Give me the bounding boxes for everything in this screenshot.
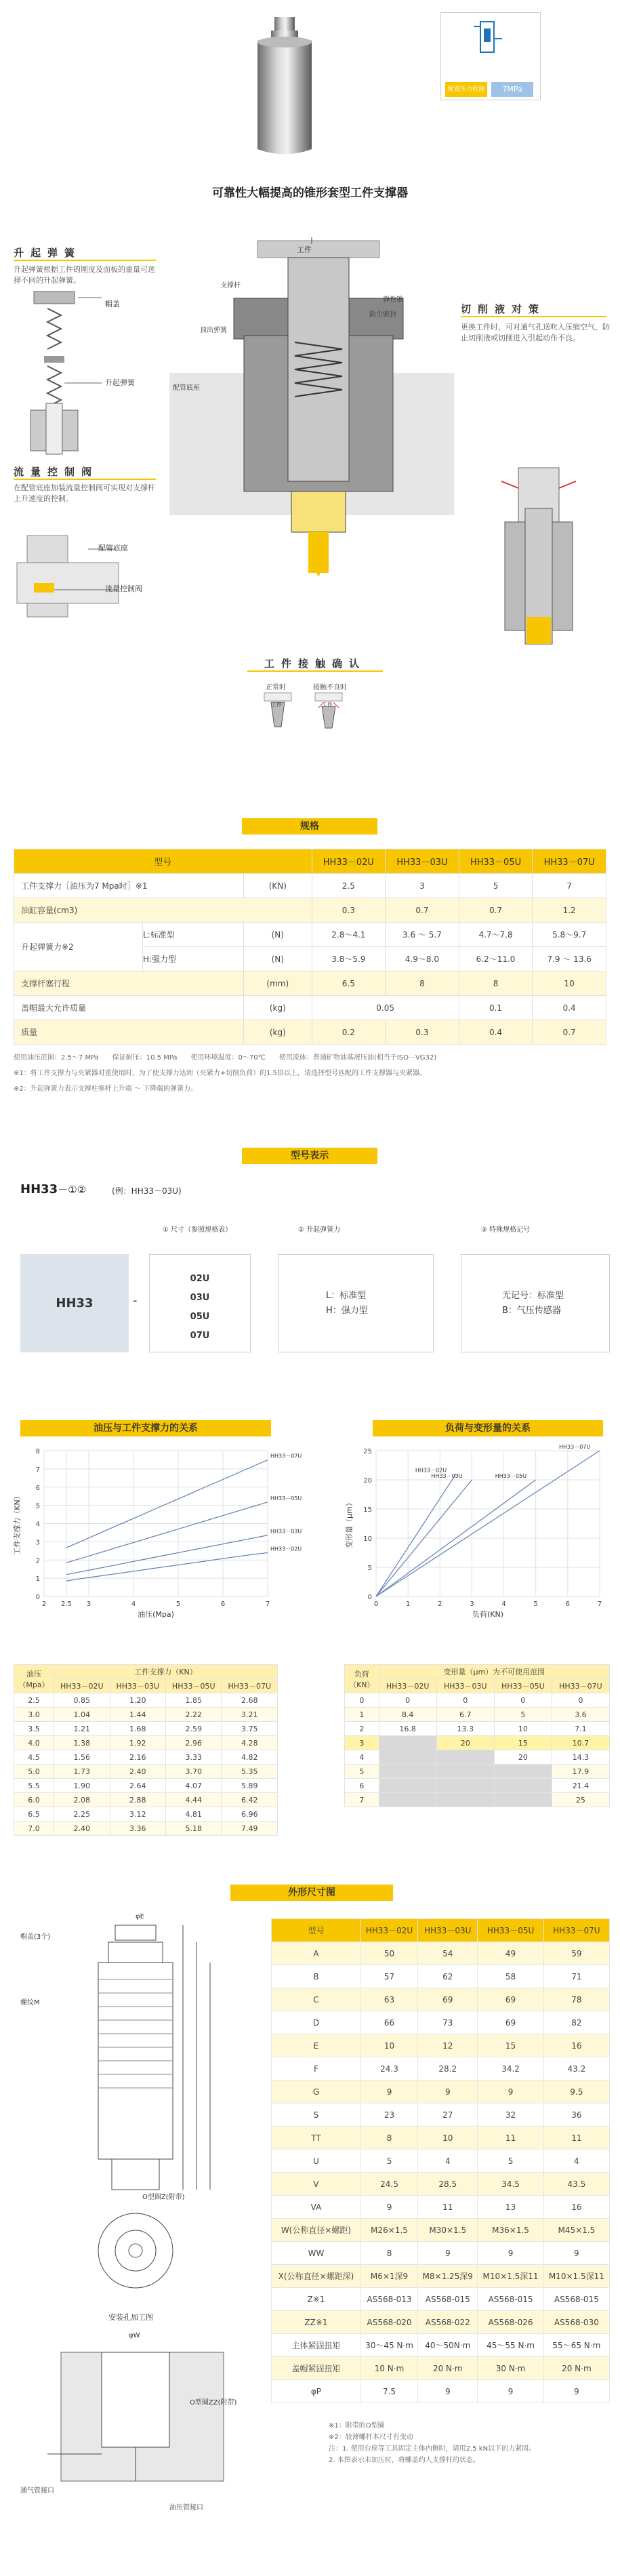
table-row: 6.0 2.08 2.88 4.44 6.42 — [14, 1793, 278, 1807]
model-h3: ③ 特殊规格记号 — [481, 1226, 531, 1234]
coolant-diagram — [498, 468, 579, 658]
x-tick-label: 2 — [41, 1601, 47, 1608]
x-tick-label: 5 — [175, 1601, 181, 1608]
dim-label-phiW: φW — [129, 2332, 140, 2339]
x-axis-label: 负荷(KN) — [472, 1610, 504, 1619]
badge-mpa: 7MPa — [491, 82, 533, 97]
series-label: HH33－02U — [270, 1546, 302, 1552]
sensor-icon — [468, 18, 509, 59]
x-tick-label: 2 — [438, 1601, 442, 1608]
label-eject-spring: 顶出弹簧 — [200, 327, 227, 334]
table-row: 6.5 2.25 3.12 4.81 6.96 — [14, 1807, 278, 1822]
contact-normal-icon — [261, 693, 295, 730]
table-row: 主体紧固扭矩 30～45 N·m 40～50N·m 45～55 N·m 55～65 N·m — [272, 2334, 610, 2357]
dim-label-air: 通气管接口 — [20, 2487, 54, 2495]
label-rod: 支撑杆 — [220, 282, 241, 289]
table-row: 4.5 1.56 2.16 3.33 4.82 — [14, 1750, 278, 1765]
model-dash: - — [133, 1293, 138, 1308]
table-row: 1 8.4 6.7 5 3.6 — [345, 1708, 610, 1722]
x-tick-label: 4 — [131, 1601, 136, 1608]
table-row: TT 8 10 11 11 — [272, 2127, 610, 2150]
y-tick-label: 6 — [35, 1484, 40, 1492]
flow-desc: 在配管底座加装流量控制阀可实现对支撑杆上升速度的控制。 — [14, 483, 155, 503]
dim-label-oring: O型圈Z(附带) — [142, 2194, 185, 2201]
table-row: 5 17.9 — [345, 1765, 610, 1779]
table-row: 4.0 1.38 1.92 2.96 4.28 — [14, 1736, 278, 1750]
y-tick-label: 1 — [35, 1575, 40, 1584]
dims-banner: 外形尺寸图 — [230, 1885, 393, 1901]
table-row: G 9 9 9 9.5 — [272, 2080, 610, 2104]
series-label: HH33－07U — [559, 1444, 591, 1450]
chart1-banner: 油压与工件支撑力的关系 — [20, 1420, 271, 1436]
x-tick-label: 6 — [565, 1601, 571, 1608]
series-label: HH33－02U — [415, 1467, 447, 1474]
model-sizes-box: 02U 03U 05U 07U — [149, 1254, 251, 1352]
series-label: HH33－03U — [270, 1528, 302, 1535]
x-tick-label: 6 — [220, 1601, 226, 1608]
table-row: 7 25 — [345, 1793, 610, 1807]
model-banner: 型号表示 — [242, 1148, 377, 1164]
dim-label-thread: 螺纹M — [20, 1999, 40, 2007]
page-title: 可靠性大幅提高的锥形套型工件支撑器 — [212, 186, 408, 200]
x-tick-label: 2.5 — [61, 1601, 72, 1608]
spec-note-3: ※2：升起弹簧力表示支撑柱塞杆上升端 ～ 下降端的弹簧力。 — [14, 1085, 198, 1093]
label-pipe-base: 配管底座 — [98, 544, 128, 552]
label-cap: 帽盖 — [105, 300, 120, 308]
dims-notes: ※1：附带的O型圈 ※2：较薄螺杆本尺寸有变动 注：1. 使用台座等工具固定主体内侧时，请用2.5 kN以下的力紧固。 2. 本图表示未加压时，将螺盖约人支撑杆的状态。 — [329, 2422, 536, 2464]
label-work: 工件 — [297, 245, 312, 254]
label-seal: 防尘密封 — [369, 311, 396, 319]
y-axis-label: 工件支撑力（KN） — [13, 1492, 22, 1555]
series-label: HH33－03U — [431, 1473, 463, 1479]
y-tick-label: 8 — [35, 1448, 40, 1455]
y-tick-label: 0 — [35, 1594, 40, 1601]
table-row: A 50 54 49 59 — [272, 1942, 610, 1965]
dim-label-cap: 帽盖(3个) — [20, 1933, 51, 1941]
table-row: 0 0 0 0 0 — [345, 1693, 610, 1708]
x-tick-label: 4 — [501, 1601, 506, 1608]
dim-label-phiE: φE — [136, 1913, 144, 1920]
table-row: 3 20 15 10.7 — [345, 1736, 610, 1750]
coolant-desc: 更换工件时，可对通气孔送吹入压缩空气，防止切削液或切削进入引起动作不良。 — [461, 323, 610, 342]
table-row: ZZ※1 AS568-020 AS568-022 AS568-026 AS568-030 — [272, 2311, 610, 2334]
y-tick-label: 20 — [363, 1477, 372, 1485]
y-tick-label: 3 — [35, 1539, 40, 1547]
x-tick-label: 0 — [373, 1601, 379, 1608]
table-row: W(公称直径×螺距) M26×1.5 M30×1.5 M36×1.5 M45×1.5 — [272, 2219, 610, 2242]
contact-work-label-1: 工件 — [271, 702, 282, 708]
spring-title: 升起弹簧 — [14, 245, 156, 261]
table-row: 2.5 0.85 1.20 1.85 2.68 — [14, 1693, 278, 1708]
spring-desc: 升起弹簧根据工件的刚度及面板的重量可选择不同的升起弹簧。 — [14, 265, 155, 285]
dim-label-oringzz: O型圈ZZ(附带) — [190, 2399, 237, 2407]
contact-work-label-2: 工件 — [322, 702, 333, 708]
badge-sensor: 配置压力检测 — [445, 82, 487, 97]
model-box-code: HH33 — [20, 1254, 129, 1352]
table-row: S 23 27 32 36 — [272, 2104, 610, 2127]
dim-label-mount: 安装孔加工图 — [108, 2313, 153, 2322]
chart-pressure-force — [10, 1444, 302, 1634]
model-spring-box: L：标准型 H：强力型 — [278, 1254, 434, 1352]
x-tick-label: 3 — [470, 1601, 474, 1608]
table-row: X(公称直径×螺距深) M6×1深9 M8×1.25深9 M10×1.5深11 M10×1.5深11 — [272, 2265, 610, 2288]
y-tick-label: 2 — [35, 1557, 40, 1565]
contact-normal: 正常时 — [266, 684, 286, 691]
model-h1: ① 尺寸（参照规格表） — [163, 1226, 232, 1234]
model-special-box: 无记号：标准型 B：气压传感器 — [461, 1254, 610, 1352]
x-tick-label: 3 — [86, 1601, 91, 1608]
x-tick-label: 7 — [597, 1601, 602, 1608]
y-tick-label: 5 — [367, 1565, 372, 1572]
label-base: 配管底座 — [173, 384, 200, 392]
label-flow-valve: 流量控制阀 — [105, 584, 142, 593]
x-axis-label: 油压(Mpa) — [138, 1610, 174, 1619]
table-row: 盖帽紧固扭矩 10 N·m 20 N·m 30 N·m 20 N·m — [272, 2357, 610, 2380]
table-row: 6 21.4 — [345, 1779, 610, 1793]
table-row: 5.0 1.73 2.40 3.70 5.35 — [14, 1765, 278, 1779]
spring-diagram — [14, 288, 149, 458]
table-row: C 63 69 69 78 — [272, 1988, 610, 2011]
y-tick-label: 25 — [363, 1448, 372, 1455]
dims-table: 型号 HH33－02U HH33－03U HH33－05U HH33－07U A 50 54 49 59 B 57 62 58 71 C 63 69 69 78 D 66 73 69 82 E 10 12 15 16 F 24.3 28.2 34.2 43.2 G 9 9 9 9.5 S 23 27 32 36 TT 8 10 11 11 U 5 4 5 4 V 24.5 28.5 34.5 43.5 VA 9 11 13 16 W(公称直径×螺距) M26×1.5 M30×1.5 M36×1.5 M45×1.5 WW 8 9 9 9 X(公称直径×螺距深) M6×1深9 M8×1.25深9 M10×1.5深11 M10×1.5深11 Z※1 AS568-013 AS568-015 AS568-015 AS568-015 ZZ※1 AS568-020 AS568-022 AS568-026 AS568-030 主体紧固扭矩 30～45 N·m 40～50N·m 45～55 N·m 55～65 N·m 盖帽紧固扭矩 10 N·m 20 N·m 30 N·m 20 N·m φP 7.5 9 9 9 — [271, 1918, 610, 2403]
badge-box — [440, 12, 541, 100]
product-photo — [244, 14, 325, 173]
dim-label-oil: 油压管接口 — [169, 2504, 203, 2512]
contact-bad: 接触不良时 — [313, 684, 347, 691]
table-row: WW 8 9 9 9 — [272, 2242, 610, 2265]
table-row: B 57 62 58 71 — [272, 1965, 610, 1988]
spec-note-2: ※1：将工件支撑力与夹紧器对重使用时，为了使支撑力达到（夹紧力+切削负荷）的1.5倍以上，请选择型号匹配的工件支撑器与夹紧器。 — [14, 1070, 427, 1077]
flow-diagram — [14, 522, 149, 637]
y-tick-label: 7 — [35, 1466, 40, 1474]
coolant-title: 切削液对策 — [461, 302, 606, 317]
cross-section-diagram — [169, 241, 461, 580]
model-code: HH33－①② — [20, 1182, 87, 1196]
table-row: 7.0 2.40 3.36 5.18 7.49 — [14, 1822, 278, 1836]
series-label: HH33－07U — [270, 1453, 302, 1460]
table-row: 4 20 14.3 — [345, 1750, 610, 1765]
table-row: V 24.5 28.5 34.5 43.5 — [272, 2173, 610, 2196]
force-table: 油压 （Mpa） 工件支撑力（KN） HH33－02U HH33－03U HH33－05U HH33－07U 2.5 0.85 1.20 1.85 2.68 3.0 1.04 1.44 2.22 3.21 3.5 1.21 1.68 2.59 3.75 4.0 1.38 1.92 2.96 4.28 4.5 1.56 2.16 3.33 4.82 5.0 1.73 2.40 3.70 5.35 5.5 1.90 2.64 4.07 5.89 6.0 2.08 2.88 4.44 6.42 6.5 2.25 3.12 4.81 6.96 7.0 2.40 3.36 5.18 7.49 — [14, 1664, 278, 1836]
table-row: 3.5 1.21 1.68 2.59 3.75 — [14, 1722, 278, 1736]
x-tick-label: 1 — [405, 1601, 411, 1608]
chart2-banner: 负荷与变形量的关系 — [373, 1420, 603, 1436]
y-axis-label: 变形量（μm） — [345, 1499, 354, 1548]
series-label: HH33－05U — [270, 1495, 302, 1502]
chart-load-deform — [342, 1444, 613, 1634]
y-tick-label: 0 — [367, 1594, 372, 1601]
table-row: 3.0 1.04 1.44 2.22 3.21 — [14, 1708, 278, 1722]
table-row: E 10 12 15 16 — [272, 2034, 610, 2057]
contact-title: 工件接触确认 — [247, 656, 383, 672]
y-tick-label: 4 — [35, 1521, 40, 1529]
flow-title: 流量控制阀 — [14, 464, 156, 480]
y-tick-label: 5 — [35, 1502, 40, 1510]
y-tick-label: 15 — [363, 1506, 372, 1514]
spec-note-1: 使用油压范围：2.5～7 MPa 保证耐压：10.5 MPa 使用环境温度：0～70℃ 使用流体：普通矿物油基液压油(相当于ISO－VG32) — [14, 1054, 437, 1062]
model-example: (例：HH33－03U) — [112, 1186, 182, 1196]
spec-banner: 规格 — [242, 818, 377, 834]
table-row: VA 9 11 13 16 — [272, 2196, 610, 2219]
label-spring: 升起弹簧 — [105, 378, 135, 387]
label-cone: 弹性锥 — [383, 296, 403, 304]
table-row: Z※1 AS568-013 AS568-015 AS568-015 AS568-015 — [272, 2288, 610, 2311]
series-label: HH33－05U — [495, 1473, 526, 1479]
table-row: φP 7.5 9 9 9 — [272, 2380, 610, 2403]
dims-drawing — [20, 1918, 271, 2501]
y-tick-label: 10 — [363, 1535, 372, 1543]
x-tick-label: 5 — [533, 1601, 538, 1608]
table-row: D 66 73 69 82 — [272, 2011, 610, 2034]
spec-table: 型号 HH33－02U HH33－03U HH33－05U HH33－07U 工件支撑力［油压为7 Mpa时］※1 (KN) 2.5 3 5 7 油缸容量(cm3) 0.3 0.7 0.7 1.2 升起弹簧力※2 L:标准型 (N) 2.8～4.1 3.6 ～ 5.7 4.7～7.8 5.8～9.7 H:强力型 (N) 3.8～5.9 4.9～8.0 6.2～11.0 7.9 ～ 13.6 支撑杆塞行程 (mm) 6.5 8 8 10 盖帽最大允许质量 (kg) 0.05 0.1 0.4 质量 (kg) 0.2 0.3 0.4 0.7 — [14, 849, 606, 1045]
deform-table: 负荷 （KN） 变形量（μm）为不可使用范围 HH33－02U HH33－03U HH33－05U HH33－07U 0 0 0 0 0 1 8.4 6.7 5 3.6 2 16.8 13.3 10 7.1 3 20 15 10.7 4 20 14.3 5 17.9 6 21.4 7 25 — [344, 1664, 610, 1807]
table-row: 5.5 1.90 2.64 4.07 5.89 — [14, 1779, 278, 1793]
table-row: U 5 4 5 4 — [272, 2150, 610, 2173]
model-h2: ② 升起弹簧力 — [298, 1226, 341, 1234]
table-row: F 24.3 28.2 34.2 43.2 — [272, 2057, 610, 2080]
x-tick-label: 7 — [265, 1601, 270, 1608]
contact-bad-icon — [312, 693, 346, 730]
table-row: 2 16.8 13.3 10 7.1 — [345, 1722, 610, 1736]
